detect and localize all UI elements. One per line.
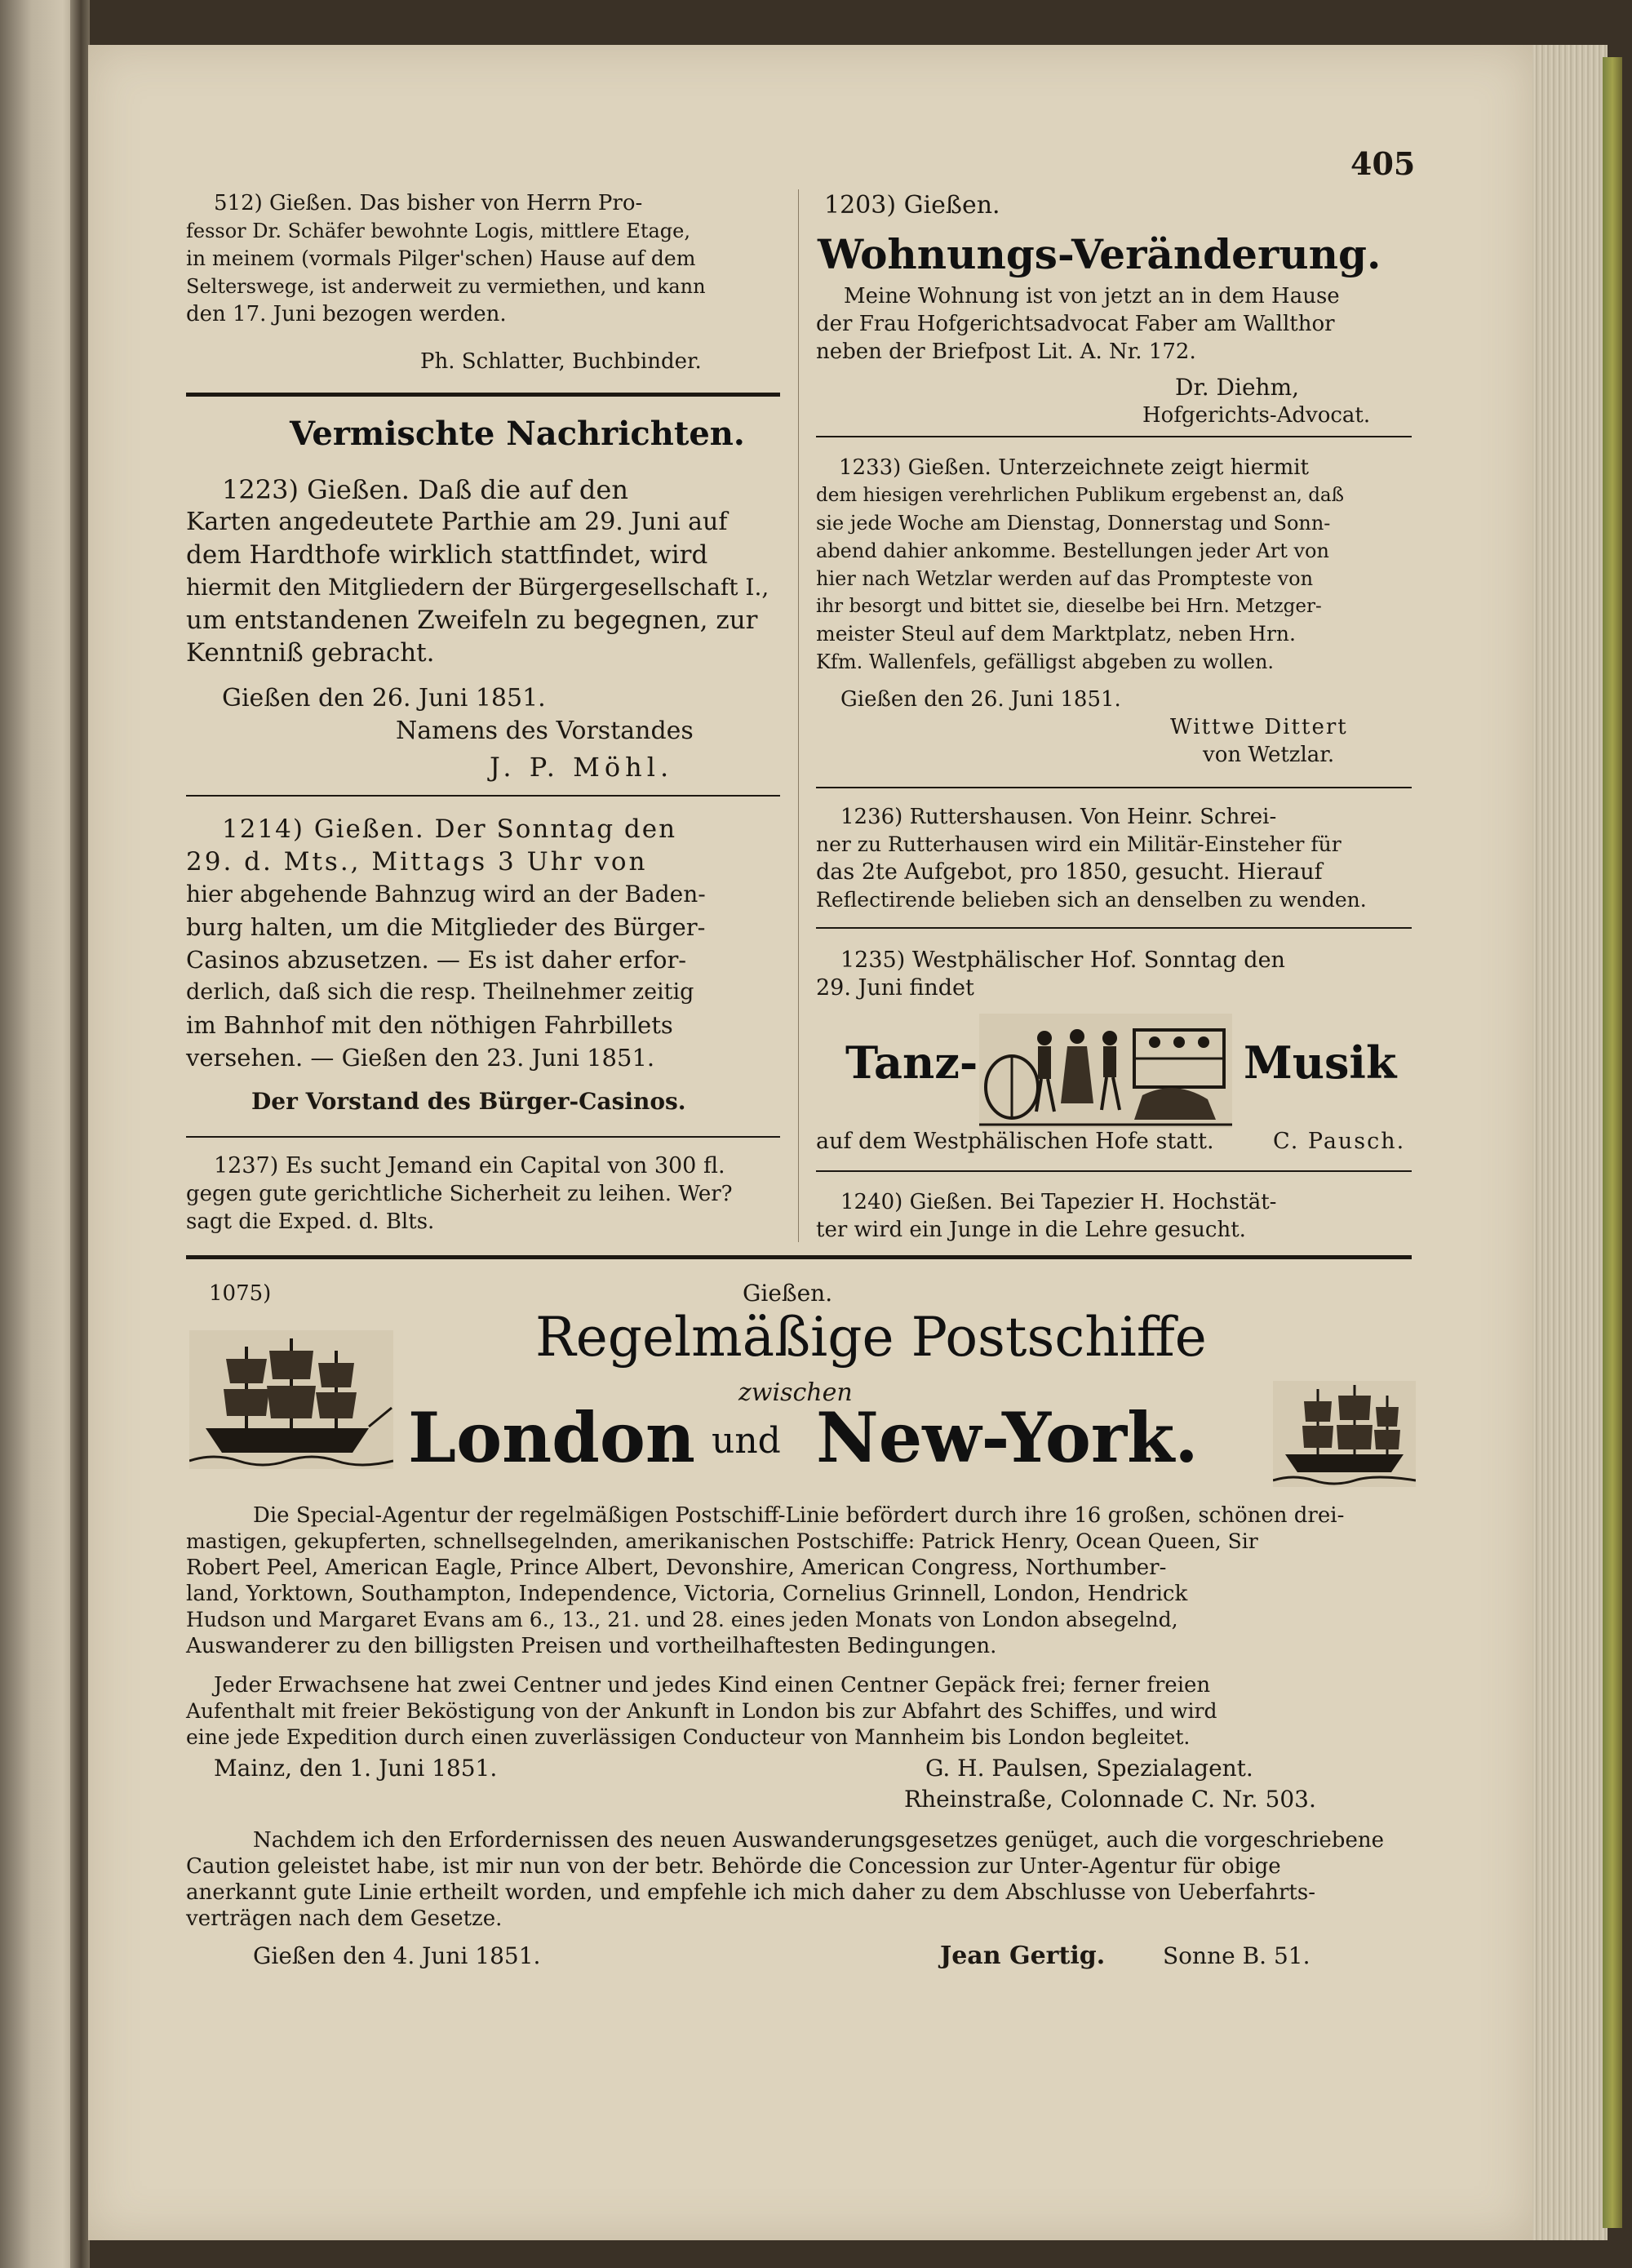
ad-1233-line: Kfm. Wallenfels, gefälligst abgeben zu wollen. — [816, 650, 1275, 673]
ad-1223-line: dem Hardthofe wirklich stattfindet, wird — [186, 540, 708, 570]
ad-1075-between: zwischen — [738, 1378, 853, 1407]
ad-1075-agent: G. H. Paulsen, Spezialagent. — [925, 1755, 1253, 1782]
ad-1223-line: 1223) Gießen. Daß die auf den — [222, 474, 628, 505]
ad-1223-signature: J. P. Möhl. — [490, 752, 674, 783]
sailing-ship-right-illustration — [1273, 1381, 1416, 1487]
ad-1233-date: Gießen den 26. Juni 1851. — [840, 687, 1121, 712]
ad-512-line: 512) Gießen. Das bisher von Herrn Pro- — [214, 191, 643, 215]
ad-1075-body2-line: Caution geleistet habe, ist mir nun von der betr. Behörde die Concession zur Unter-Agentur für obige — [186, 1854, 1281, 1879]
ad-1240-line: 1240) Gießen. Bei Tapezier H. Hochstät- — [840, 1190, 1277, 1214]
ad-1075-body2-line: Nachdem ich den Erfordernissen des neuen Auswanderungsgesetzes genüget, auch die vorgeschriebene — [253, 1828, 1384, 1853]
ad-1075-body-line: Jeder Erwachsene hat zwei Centner und jedes Kind einen Centner Gepäck frei; ferner freien — [214, 1673, 1211, 1698]
divider — [186, 1255, 1412, 1259]
ad-1235-line: 1235) Westphälischer Hof. Sonntag den — [840, 948, 1285, 973]
ad-1075-body-line: Aufenthalt mit freier Beköstigung von der Ankunft in London bis zur Abfahrt des Schiffes, und wird — [186, 1699, 1217, 1723]
ad-1233-signature-place: von Wetzlar. — [1203, 743, 1335, 767]
ad-1237-line: 1237) Es sucht Jemand ein Capital von 300 fl. — [214, 1153, 725, 1178]
ad-1233-signature: Wittwe Dittert — [1170, 715, 1348, 739]
ad-1075-body-line: Auswanderer zu den billigsten Preisen und vortheilhaftesten Bedingungen. — [186, 1634, 997, 1658]
ad-1237-line: sagt die Exped. d. Blts. — [186, 1209, 435, 1234]
section-heading: Vermischte Nachrichten. — [290, 415, 745, 453]
divider — [816, 787, 1412, 788]
ad-1214-signature: Der Vorstand des Bürger-Casinos. — [251, 1088, 686, 1115]
ad-1235-tanz: Tanz- — [845, 1036, 978, 1089]
ad-1235-line: 29. Juni findet — [816, 975, 974, 1001]
ad-1236-line: das 2te Aufgebot, pro 1850, gesucht. Hierauf — [816, 859, 1323, 885]
ad-1203-line: neben der Briefpost Lit. A. Nr. 172. — [816, 340, 1196, 364]
ad-1203-signature: Dr. Diehm, — [1175, 374, 1300, 401]
ad-1235-line: auf dem Westphälischen Hofe statt. — [816, 1129, 1214, 1154]
book-gutter — [70, 0, 90, 2268]
ad-1075-signature: Jean Gertig. — [940, 1942, 1106, 1970]
ad-1075-agent-address: Rheinstraße, Colonnade C. Nr. 503. — [904, 1786, 1316, 1813]
ad-1240-line: ter wird ein Junge in die Lehre gesucht. — [816, 1218, 1246, 1242]
ad-512-line: Selterswege, ist anderweit zu vermiethen, und kann — [186, 275, 706, 298]
ad-1223-line: hiermit den Mitgliedern der Bürgergesellschaft I., — [186, 574, 769, 601]
ad-1214-line: 29. d. Mts., Mittags 3 Uhr von — [186, 847, 648, 877]
ad-1075-body-line: eine jede Expedition durch einen zuverlässigen Conducteur von Mannheim bis London begleitet. — [186, 1725, 1191, 1749]
divider — [186, 1136, 780, 1138]
ad-1214-line: burg halten, um die Mitglieder des Bürger- — [186, 913, 706, 941]
left-page-margin — [0, 0, 78, 2268]
ad-1203-line: der Frau Hofgerichtsadvocat Faber am Wallthor — [816, 312, 1335, 336]
ad-1233-line: hier nach Wetzlar werden auf das Prompteste von — [816, 567, 1314, 590]
ad-1233-line: sie jede Woche am Dienstag, Donnerstag und Sonn- — [816, 512, 1331, 535]
ad-1214-line: 1214) Gießen. Der Sonntag den — [222, 814, 677, 844]
divider — [816, 1170, 1412, 1172]
ad-512-line: fessor Dr. Schäfer bewohnte Logis, mittlere Etage, — [186, 220, 690, 242]
ad-512-signature: Ph. Schlatter, Buchbinder. — [420, 349, 702, 374]
ad-1075-signature-address: Sonne B. 51. — [1163, 1942, 1310, 1969]
page-number: 405 — [1350, 145, 1416, 182]
ad-1075-body2-line: verträgen nach dem Gesetze. — [186, 1906, 503, 1931]
ad-1233-line: dem hiesigen verehrlichen Publikum ergebenst an, daß — [816, 485, 1344, 506]
ad-1075-body-line: Hudson und Margaret Evans am 6., 13., 21. und 28. eines jeden Monats von London absegelnd, — [186, 1608, 1178, 1631]
ad-1075-body-line: land, Yorktown, Southampton, Independence, Victoria, Cornelius Grinnell, London, Hendrick — [186, 1582, 1188, 1606]
ad-1233-line: 1233) Gießen. Unterzeichnete zeigt hiermit — [839, 455, 1309, 480]
ad-1233-line: meister Steul auf dem Marktplatz, neben Hrn. — [816, 622, 1296, 646]
book-cover-edge — [1603, 57, 1622, 2228]
ad-1075-body2-line: anerkannt gute Linie ertheilt worden, und empfehle ich mich daher zu dem Abschlusse von Ueberfahrts- — [186, 1880, 1315, 1905]
divider — [816, 436, 1412, 437]
ad-1214-line: im Bahnhof mit den nöthigen Fahrbillets — [186, 1011, 673, 1039]
ad-1236-line: Reflectirende belieben sich an denselben zu wenden. — [816, 888, 1367, 912]
ad-1075-newyork: New-York. — [816, 1397, 1199, 1478]
page-edges — [1532, 45, 1608, 2240]
ad-1223-line: Namens des Vorstandes — [396, 717, 694, 745]
ad-1075-mainz-date: Mainz, den 1. Juni 1851. — [214, 1755, 498, 1782]
ad-1203-head: 1203) Gießen. — [824, 191, 1000, 220]
ad-1075-london: London — [408, 1397, 695, 1478]
ad-1075-body-line: Die Special-Agentur der regelmäßigen Postschiff-Linie befördert durch ihre 16 großen, schönen drei- — [253, 1503, 1345, 1528]
ad-1235-signature: C. Pausch. — [1273, 1129, 1406, 1154]
ad-1233-line: abend dahier ankomme. Bestellungen jeder Art von — [816, 539, 1329, 562]
dance-illustration — [979, 1014, 1232, 1128]
divider — [186, 393, 780, 397]
ad-1075-body-line: mastigen, gekupferten, schnellsegelnden, amerikanischen Postschiffe: Patrick Henry, Ocean Queen, Sir — [186, 1529, 1258, 1553]
ad-1203-title: Wohnungs-Veränderung. — [818, 230, 1381, 278]
divider — [816, 927, 1412, 929]
column-separator — [798, 189, 799, 1242]
ad-1214-line: derlich, daß sich die resp. Theilnehmer zeitig — [186, 979, 694, 1005]
ad-512-line: den 17. Juni bezogen werden. — [186, 302, 507, 326]
ad-1203-line: Meine Wohnung ist von jetzt an in dem Hause — [844, 284, 1340, 308]
ad-1233-line: ihr besorgt und bittet sie, dieselbe bei Hrn. Metzger- — [816, 596, 1322, 617]
ad-1075-place: Gießen. — [743, 1280, 833, 1307]
ad-1223-date: Gießen den 26. Juni 1851. — [222, 684, 546, 712]
ad-1203-signature-title: Hofgerichts-Advocat. — [1142, 403, 1371, 428]
ad-1214-line: hier abgehende Bahnzug wird an der Baden- — [186, 881, 706, 908]
ad-1236-line: ner zu Rutterhausen wird ein Militär-Einsteher für — [816, 832, 1342, 856]
ad-512-line: in meinem (vormals Pilger'schen) Hause auf dem — [186, 246, 696, 270]
ad-1223-line: Karten angedeutete Parthie am 29. Juni auf — [186, 508, 728, 536]
ad-1075-und: und — [712, 1420, 781, 1462]
ad-1075-body-line: Robert Peel, American Eagle, Prince Albert, Devonshire, American Congress, Northumber- — [186, 1556, 1167, 1580]
ad-1075-title: Regelmäßige Postschiffe — [535, 1306, 1207, 1369]
ad-1223-line: um entstandenen Zweifeln zu begegnen, zur — [186, 606, 758, 635]
ad-1214-line: Casinos abzusetzen. — Es ist daher erfor- — [186, 946, 687, 974]
ad-1075-giessen-date: Gießen den 4. Juni 1851. — [253, 1942, 541, 1969]
ad-1236-line: 1236) Ruttershausen. Von Heinr. Schrei- — [840, 805, 1277, 829]
sailing-ship-left-illustration — [189, 1330, 393, 1469]
divider — [186, 795, 780, 797]
ad-1235-musik: Musik — [1244, 1036, 1397, 1089]
ad-1223-line: Kenntniß gebracht. — [186, 638, 435, 668]
ad-1237-line: gegen gute gerichtliche Sicherheit zu leihen. Wer? — [186, 1182, 733, 1206]
ad-1214-line: versehen. — Gießen den 23. Juni 1851. — [186, 1044, 655, 1072]
ad-1075-number: 1075) — [209, 1281, 272, 1306]
